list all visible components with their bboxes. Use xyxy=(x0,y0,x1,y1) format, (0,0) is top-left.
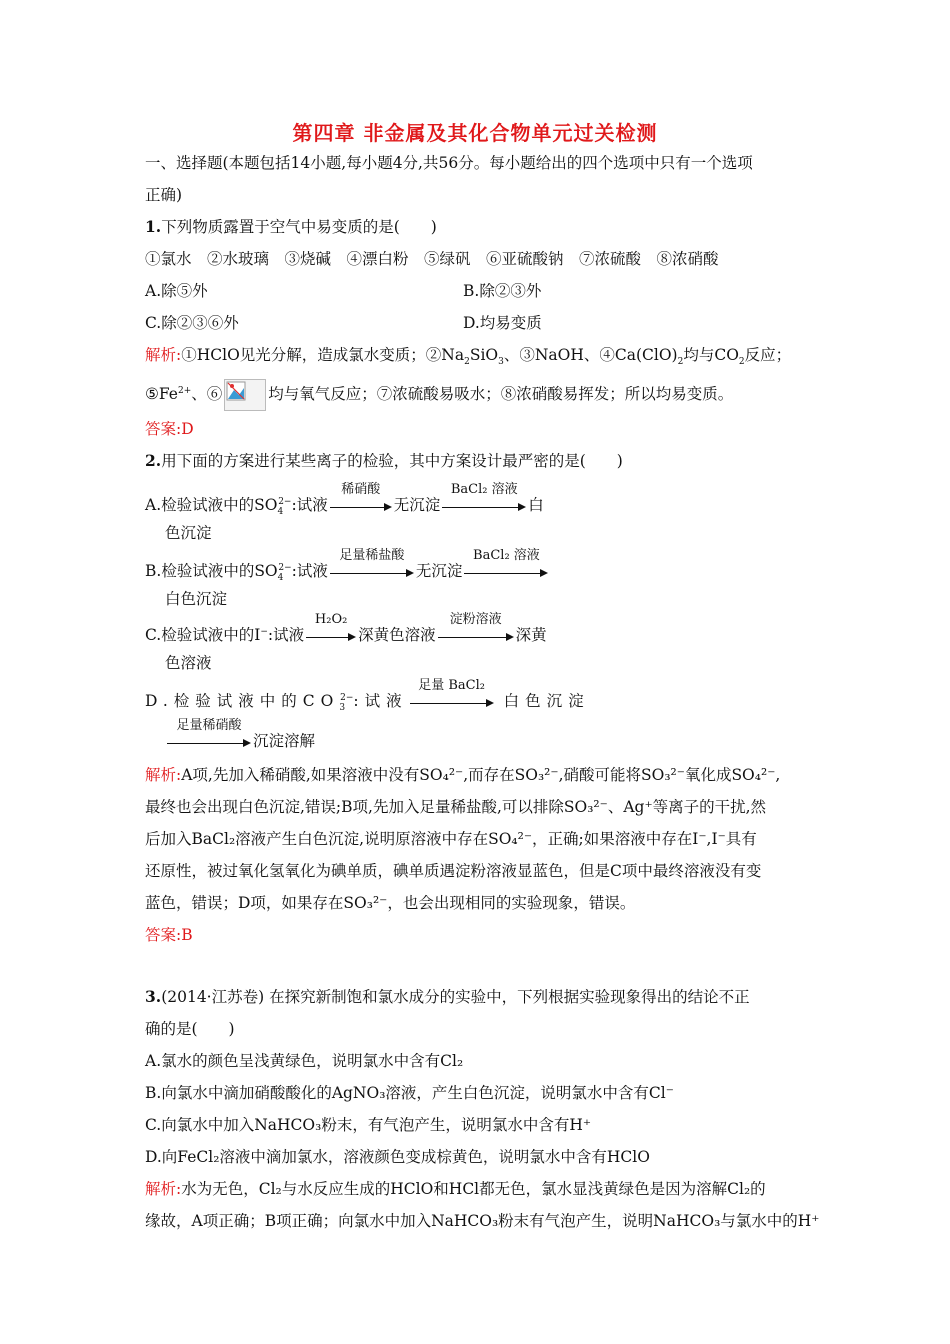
arrow-label: BaCl₂ 溶液 xyxy=(473,548,540,563)
q1-option-b: B.除②③外 xyxy=(463,282,542,300)
q2-number: 2. xyxy=(145,451,162,470)
q2-c-text: 深黄色溶液 xyxy=(358,626,436,644)
q2-explanation-line5: 蓝色，错误；D项，如果存在SO₃²⁻，也会出现相同的实验现象，错误。 xyxy=(145,894,636,912)
q3-explanation-line2: 缘故，A项正确；B项正确；向氯水中加入NaHCO₃粉末有气泡产生，说明NaHCO₃与氯水中的H⁺ xyxy=(145,1212,820,1230)
arrow-label: 淀粉溶液 xyxy=(449,612,502,627)
q3-stem-text: (2014·江苏卷) 在探究新制饱和氯水成分的实验中，下列根据实验现象得出的结论不正 xyxy=(161,988,750,1006)
reaction-arrow xyxy=(330,548,414,583)
section-heading-cont: 正确) xyxy=(145,186,183,204)
q1-option-c: C.除②③⑥外 xyxy=(145,314,239,332)
reaction-arrow xyxy=(330,482,392,517)
q2-b-text: :试液 xyxy=(291,562,328,580)
reaction-arrow xyxy=(410,678,494,713)
q1-explanation-label: 解析: xyxy=(145,346,182,364)
q2-option-d: D.检验试液中的$CO_3^{2-}$:试液 足量 BaCl₂ 白色沉淀 xyxy=(145,678,590,714)
q2-a-text: :试液 xyxy=(291,496,328,514)
q3-stem xyxy=(145,986,750,1008)
q3-number: 3. xyxy=(145,987,162,1006)
q1-option-d: D.均易变质 xyxy=(463,314,542,332)
q1-exp-text: 反应； xyxy=(744,346,792,364)
q2-explanation-line4: 还原性，被过氧化氢氧化为碘单质，碘单质遇淀粉溶液显蓝色，但是C项中最终溶液没有变 xyxy=(145,862,762,880)
q2-a-text: 无沉淀 xyxy=(393,496,441,514)
q2-d-text: 白色沉淀 xyxy=(503,692,590,710)
q2-explanation-line2: 最终也会出现白色沉淀,错误;B项,先加入足量稀盐酸,可以排除SO₃²⁻、Ag⁺等离子的干扰,然 xyxy=(145,798,767,816)
q2-explanation-line1: 解析:A项,先加入稀硝酸,如果溶液中没有SO₄²⁻,而存在SO₃²⁻,硝酸可能将SO₃²⁻氧化成SO₄²⁻, xyxy=(145,766,781,784)
q1-exp-text: 、⑥ xyxy=(191,385,223,403)
q2-b-text: 无沉淀 xyxy=(415,562,463,580)
q3-option-a: A.氯水的颜色呈浅黄绿色，说明氯水中含有Cl₂ xyxy=(145,1052,464,1070)
q2-option-c-cont: 色溶液 xyxy=(165,654,212,672)
q1-answer: 答案:D xyxy=(145,420,194,438)
q1-exp-text: 、③NaOH、④Ca(ClO) xyxy=(503,346,678,364)
q2-option-b-cont: 白色沉淀 xyxy=(165,590,228,608)
q1-items: ①氯水 ②水玻璃 ③烧碱 ④漂白粉 ⑤绿矾 ⑥亚硫酸钠 ⑦浓硫酸 ⑧浓硝酸 xyxy=(145,250,719,268)
q3-option-c: C.向氯水中加入NaHCO₃粉末，有气泡产生，说明氯水中含有H⁺ xyxy=(145,1116,592,1134)
q1-explanation-line1: 解析:①HClO见光分解，造成氯水变质；$②Na_2SiO_3$、③NaOH、$④Ca(ClO)_2$均与$CO_2$反应； xyxy=(145,346,792,368)
q2-answer: 答案:B xyxy=(145,926,193,944)
q2-stem xyxy=(145,450,623,472)
q3-explanation-label: 解析: xyxy=(145,1180,182,1198)
q3-option-b: B.向氯水中滴加硝酸酸化的AgNO₃溶液，产生白色沉淀，说明氯水中含有Cl⁻ xyxy=(145,1084,674,1102)
q2-option-b: B.检验试液中的$SO_4^{2-}$:试液 足量稀盐酸 无沉淀 BaCl₂ 溶液 xyxy=(145,560,550,583)
q3-exp-text: 水为无色，Cl₂与水反应生成的HClO和HCl都无色，氯水显浅黄绿色是因为溶解Cl₂的 xyxy=(181,1180,766,1198)
q2-option-a: A.检验试液中的$SO_4^{2-}$:试液 稀硝酸 无沉淀 BaCl₂ 溶液 白 xyxy=(145,482,544,518)
arrow-label: 足量稀硝酸 xyxy=(176,718,242,733)
q3-option-d: D.向FeCl₂溶液中滴加氯水，溶液颜色变成棕黄色，说明氯水中含有HClO xyxy=(145,1148,650,1166)
q2-c-text: :试液 xyxy=(267,626,305,644)
reaction-arrow xyxy=(442,482,526,517)
q2-d-text: 沉淀溶解 xyxy=(253,732,316,750)
q1-exp-text: 均与氧气反应；⑦浓硫酸易吸水；⑧浓硝酸易挥发；所以均易变质。 xyxy=(268,385,734,403)
q1-stem xyxy=(145,216,437,238)
q1-exp-text: ①HClO见光分解，造成氯水变质；②Na xyxy=(181,346,465,364)
q2-stem-text: 用下面的方案进行某些离子的检验，其中方案设计最严密的是( ) xyxy=(161,452,623,470)
q2-explanation-line3: 后加入BaCl₂溶液产生白色沉淀,说明原溶液中存在SO₄²⁻，正确;如果溶液中存在I⁻,I⁻具有 xyxy=(145,830,757,848)
arrow-label: 稀硝酸 xyxy=(341,482,381,497)
page-title: 第四章 非金属及其化合物单元过关检测 xyxy=(292,121,658,145)
q1-explanation-line2: $⑤Fe^{2+}$、⑥ 均与氧气反应；⑦浓硫酸易吸水；⑧浓硝酸易挥发；所以均易变质。 xyxy=(145,378,733,411)
q2-a-text: 白 xyxy=(528,496,544,514)
reaction-arrow xyxy=(464,548,548,583)
q2-option-c: C.检验试液中的I−:试液 H₂O₂ 深黄色溶液 淀粉溶液 深黄 xyxy=(145,624,547,647)
broken-image-icon xyxy=(224,379,266,411)
arrow-label: 足量稀盐酸 xyxy=(339,548,405,563)
q2-c-text: C.检验试液中的I xyxy=(145,626,261,644)
q2-c-text: 深黄 xyxy=(515,626,547,644)
reaction-arrow xyxy=(306,612,356,647)
q2-option-a-cont: 色沉淀 xyxy=(165,524,212,542)
q2-b-text: B.检验试液中的SO xyxy=(145,562,278,580)
q1-stem-text: 下列物质露置于空气中易变质的是( ) xyxy=(161,218,437,236)
arrow-label: H₂O₂ xyxy=(314,612,348,627)
arrow-label: BaCl₂ 溶液 xyxy=(450,482,518,497)
q1-exp-text: SiO xyxy=(469,346,499,364)
q1-option-a: A.除⑤外 xyxy=(145,282,208,300)
q2-d-text: :试液 xyxy=(353,692,408,710)
arrow-label: 足量 BaCl₂ xyxy=(418,678,485,693)
q1-exp-text: ⑤Fe xyxy=(145,385,178,403)
q3-explanation-line1 xyxy=(145,1178,766,1200)
q2-exp-text: A项,先加入稀硝酸,如果溶液中没有SO₄²⁻,而存在SO₃²⁻,硝酸可能将SO₃²⁻氧化成SO₄²⁻, xyxy=(181,766,781,784)
q1-number: 1. xyxy=(145,217,162,236)
reaction-arrow xyxy=(167,718,251,753)
section-heading: 一、选择题(本题包括14小题,每小题4分,共56分。每小题给出的四个选项中只有一个选项 xyxy=(145,154,753,172)
q1-exp-text: 均与CO xyxy=(683,346,739,364)
q2-option-d-cont xyxy=(165,718,316,753)
q2-d-text: D.检验试液中的CO xyxy=(145,692,340,710)
q3-stem-cont: 确的是( ) xyxy=(145,1020,235,1038)
reaction-arrow xyxy=(438,612,514,647)
q2-a-text: A.检验试液中的SO xyxy=(145,496,278,514)
